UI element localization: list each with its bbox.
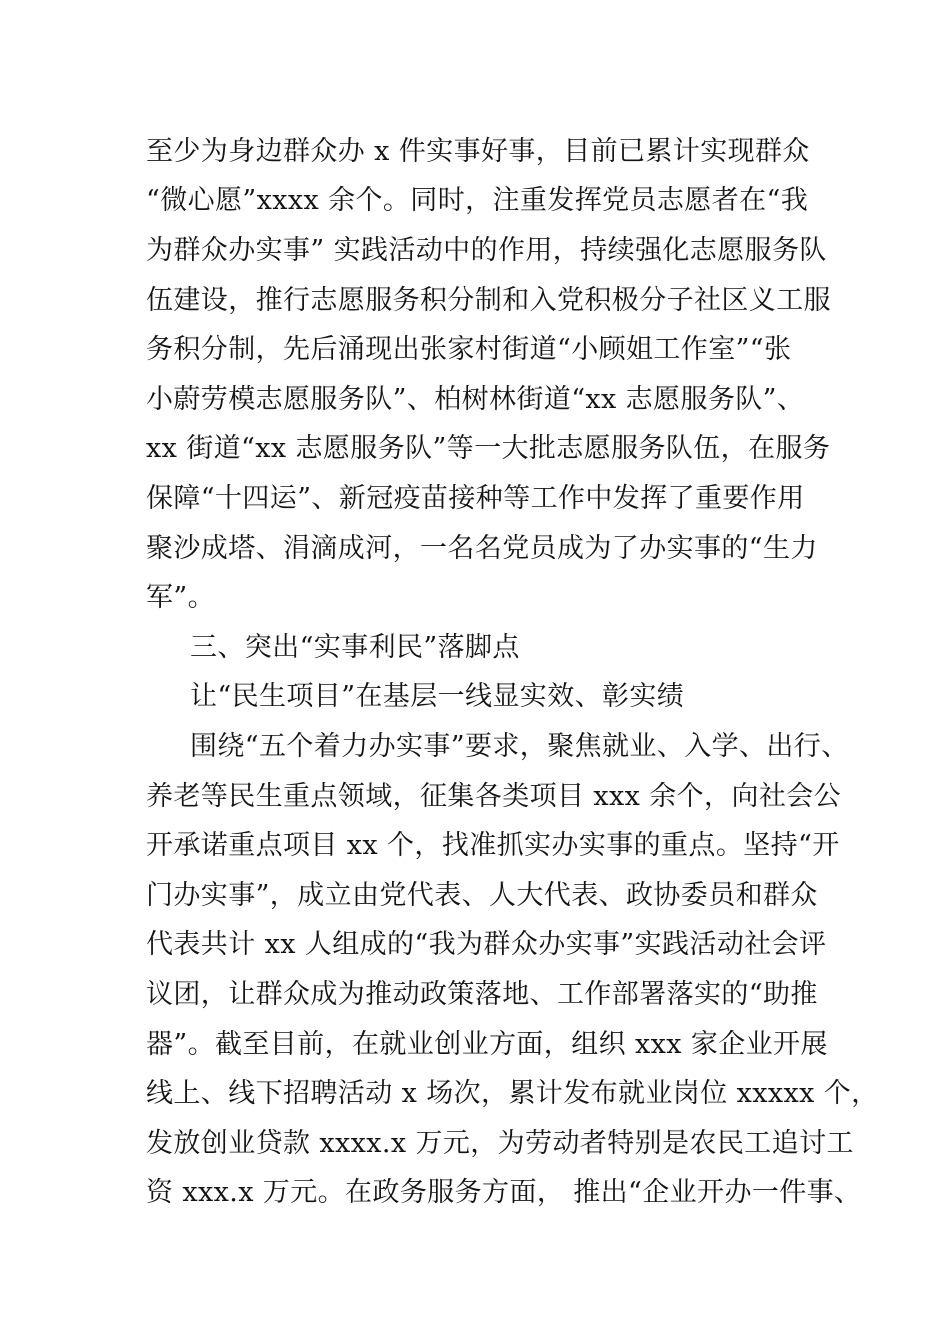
text-line: 围绕“五个着力办实事”要求，聚焦就业、入学、出行、: [190, 731, 849, 762]
text-line: 资 xxx.x 万元。在政务服务方面， 推出“企业开办一件事、: [146, 1177, 862, 1208]
text-line: 器”。截至目前，在就业创业方面，组织 xxx 家企业开展: [146, 1029, 828, 1060]
text-line: 保障“十四运”、新冠疫苗接种等工作中发挥了重要作用: [146, 483, 805, 514]
text-line: 至少为身边群众办 x 件实事好事，目前已累计实现群众: [146, 136, 810, 167]
text-line: 线上、线下招聘活动 x 场次，累计发布就业岗位 xxxxx 个，: [146, 1078, 879, 1109]
text-line: 养老等民生重点领域，征集各类项目 xxx 余个，向社会公: [146, 781, 842, 812]
text-line: 为群众办实事” 实践活动中的作用，持续强化志愿服务队: [146, 235, 827, 266]
text-line: 军”。: [146, 582, 216, 613]
text-line: 开承诺重点项目 xx 个，找准抓实办实事的重点。坚持“开: [146, 830, 840, 861]
text-line: 门办实事”，成立由党代表、人大代表、政协委员和群众: [146, 880, 818, 911]
text-line: 议团，让群众成为推动政策落地、工作部署落实的“助推: [146, 979, 818, 1010]
subheading: 让“民生项目”在基层一线显实效、彰实绩: [190, 681, 685, 712]
text-line: “微心愿”xxxx 余个。同时，注重发挥党员志愿者在“我: [146, 185, 809, 216]
text-line: 发放创业贷款 xxxx.x 万元，为劳动者特别是农民工追讨工: [146, 1128, 854, 1159]
text-line: 小蔚劳模志愿服务队”、柏树林街道“xx 志愿服务队”、: [146, 384, 805, 415]
section-heading: 三、突出“实事利民”落脚点: [190, 632, 520, 663]
text-line: 伍建设，推行志愿服务积分制和入党积极分子社区义工服: [146, 285, 831, 316]
text-line: xx 街道“xx 志愿服务队”等一大批志愿服务队伍，在服务: [146, 433, 831, 464]
text-line: 聚沙成塔、涓滴成河，一名名党员成为了办实事的“生力: [146, 533, 818, 564]
text-line: 务积分制，先后涌现出张家村街道“小顾姐工作室”“张: [146, 334, 792, 365]
text-line: 代表共计 xx 人组成的“我为群众办实事”实践活动社会评: [146, 929, 827, 960]
